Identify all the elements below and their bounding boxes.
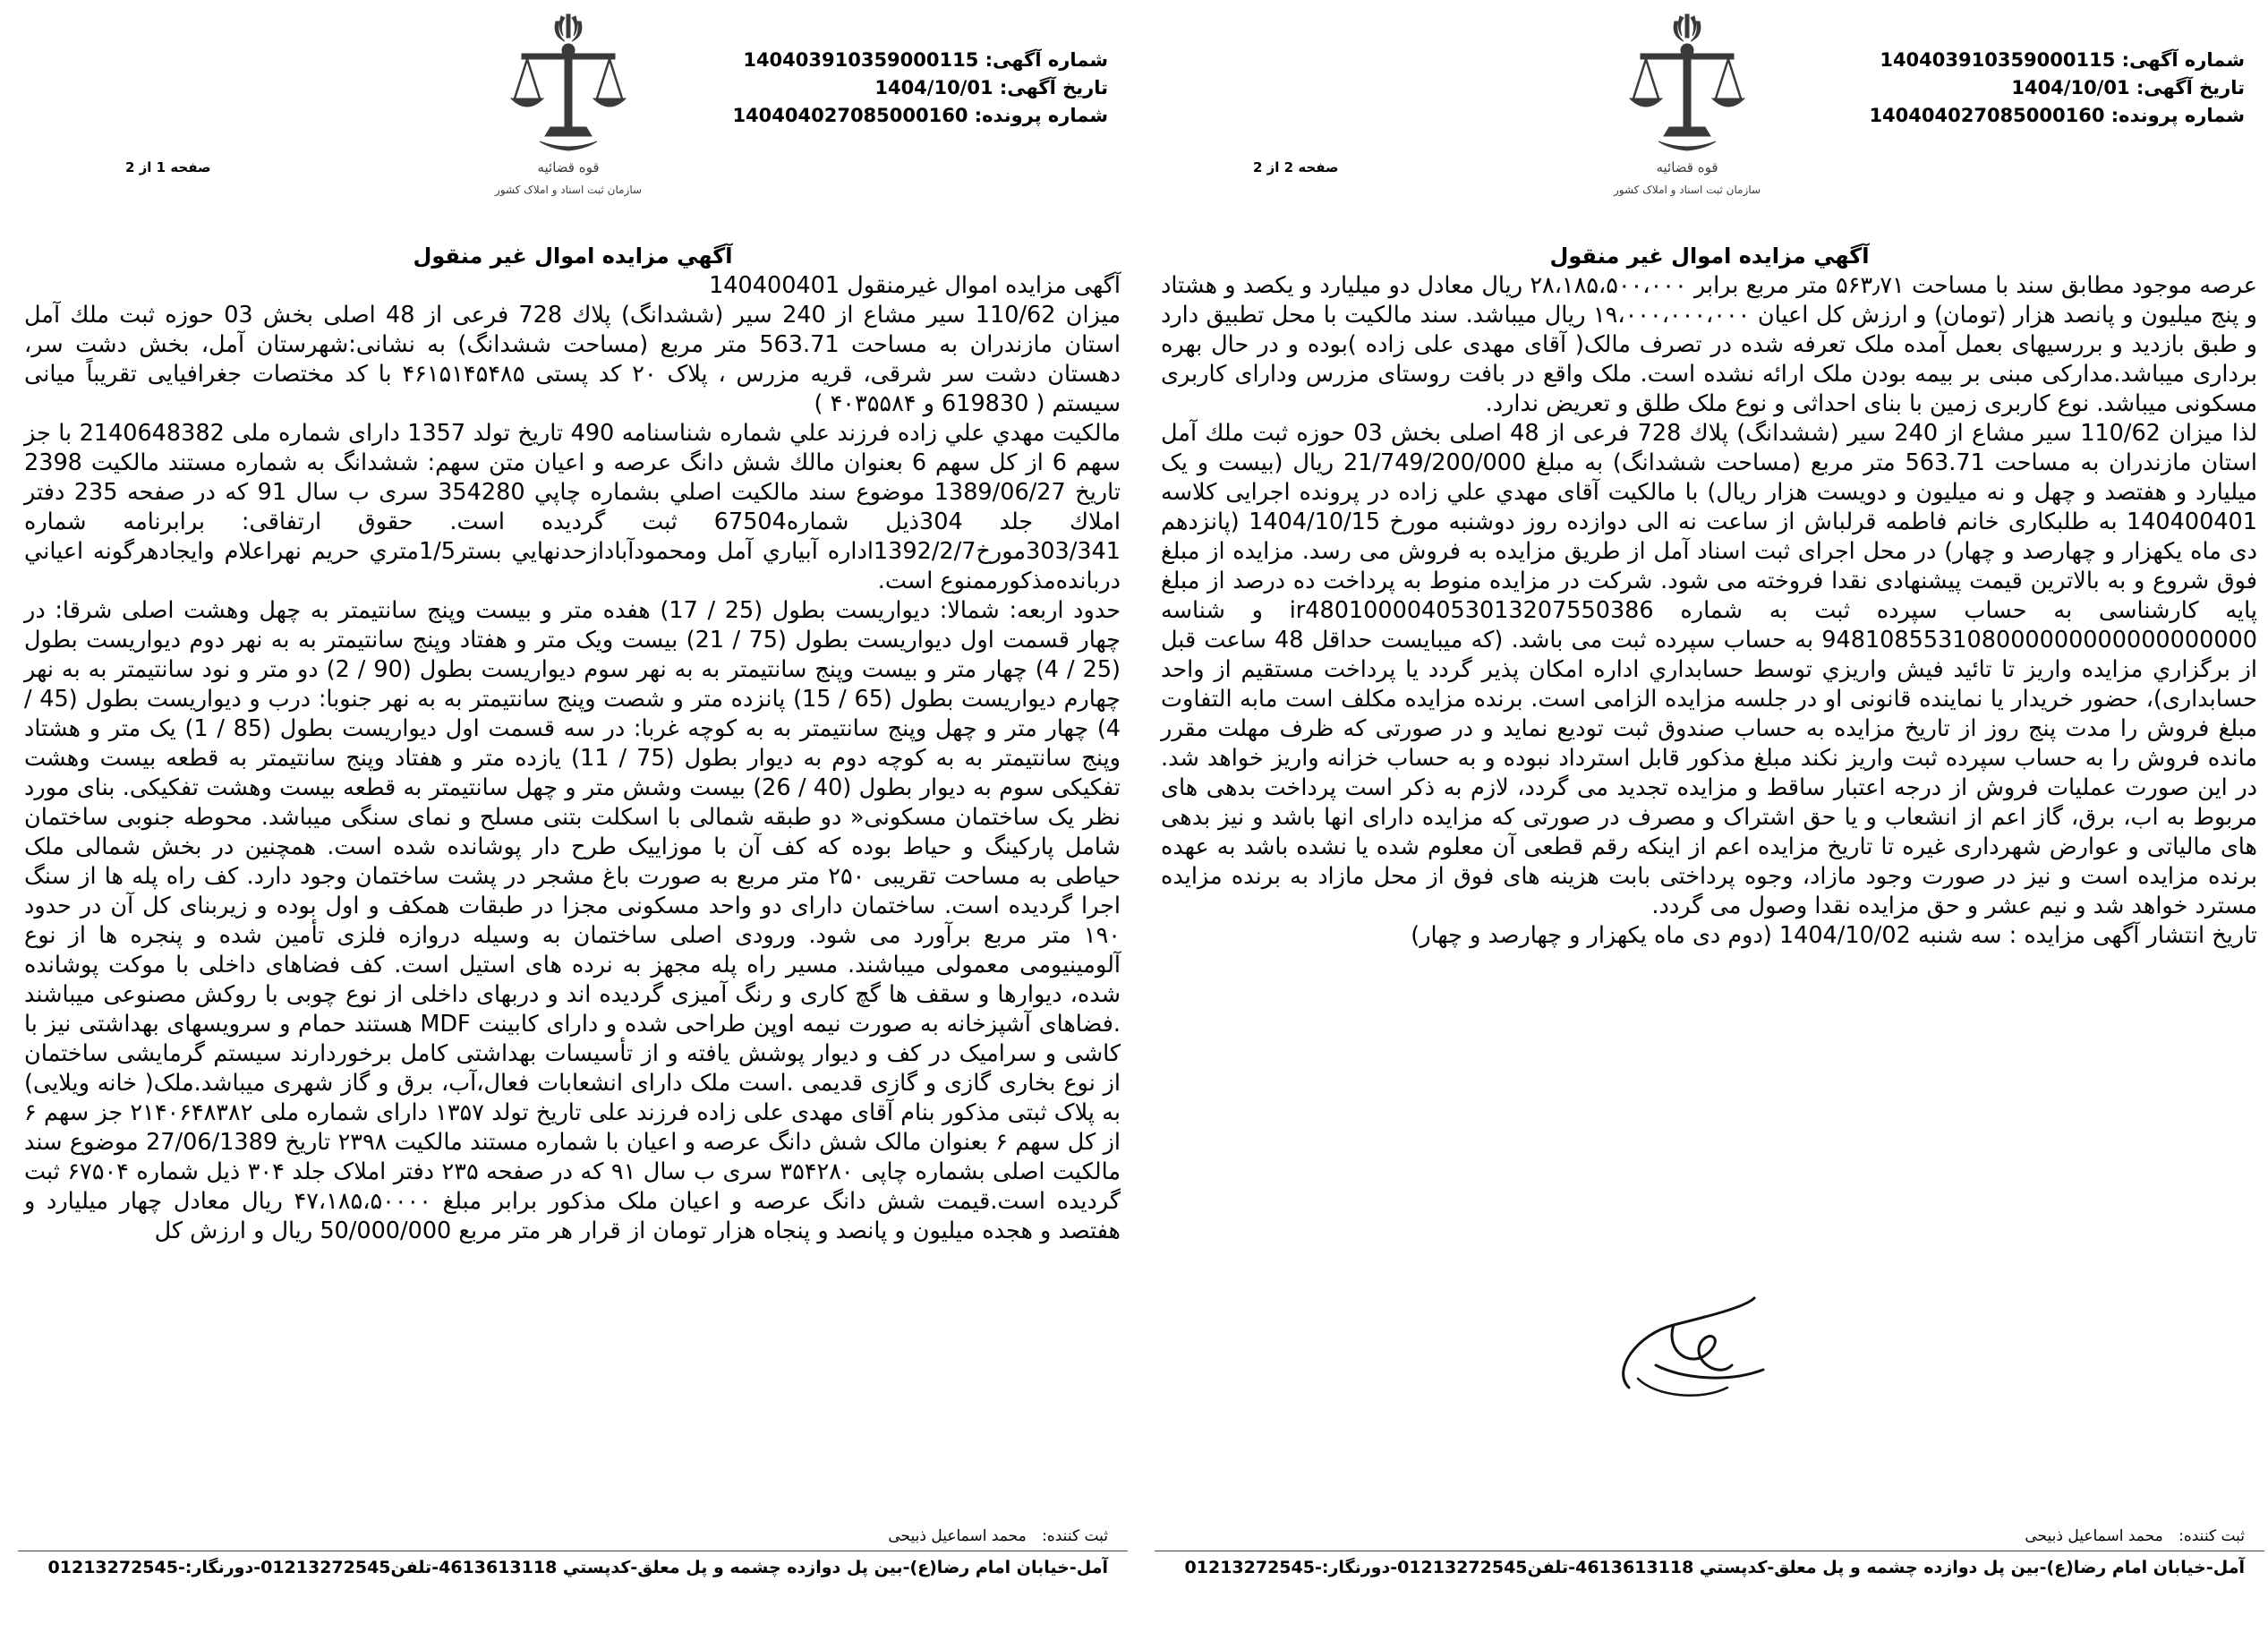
notice-paragraph: مالكيت مهدي علي زاده فرزند علي شماره شناسنامه 490 تاريخ تولد 1357 دارای شماره ملی 2140648382 با جز سهم 6 از كل سهم 6 بعنوان مالك شش دانگ عرصه و اعيان متن سهم: ششدانگ به شماره مستند مالكيت 2398 تاريخ 1389/06/27 موضوع سند مالكيت اصلي بشماره چاپي 354280 سری ب سال 91 كه در صفحه 235 دفتر املاك جلد 304ذيل شماره67504 ثبت گرديده است. حقوق ارتفاقی: برابرنامه شماره 303/341مورخ1392/2/7اداره آبياري آمل ومحمودآبادازحدنهايي بستر1/5متري حريم نهراعلام وايجادهرگونه اعياني دربانده‌مذكورممنوع است. [24,420,1121,594]
ad-date: تاریخ آگهی: 1404/10/01 [2011,77,2245,98]
registrar-line [2014,1527,2245,1545]
judiciary-emblem-logo [494,9,643,201]
notice-title: آگهي مزايده اموال غير منقول [413,244,733,269]
office-address-footer: آمل-خیابان امام رضا(ع)-بین پل دوازده چشمه و پل معلق-کدپستي 4613613118-تلفن01213272545-دورنگار:-01213272545 [47,1558,1108,1577]
notice-page-2 [1155,0,2264,1632]
ad-number: شماره آگهی: 140403910359000115 [743,49,1108,71]
svg-text:قوه قضائیه: قوه قضائیه [537,159,600,175]
svg-text:قوه قضائیه: قوه قضائیه [1656,159,1718,175]
notice-header-meta [732,47,1108,130]
notice-body [1161,271,2257,951]
notice-paragraph: ميزان 110/62 سير مشاع از 240 سير (ششدانگ) پلاك 728 فرعی از 48 اصلی بخش 03 حوزه ثبت ملك آمل استان مازندران به مساحت 563.71 متر مربع (مساحت ششدانگ) به نشانی:شهرستان آمل، بخش دشت سر، دهستان دشت سر شرقی، قریه مزرس ، پلاک ۲۰ کد پستی ۴۶۱۵۱۴۵۴۸۵ با کد مختصات جغرافیایی تقریباً میانی سیستم ( 619830 و ۴۰۳۵۵۸۴ ) [24,302,1121,417]
notice-body [24,271,1121,1246]
notice-paragraph: آگهی مزايده اموال غيرمنقول 140400401 [709,272,1121,299]
notice-paragraph: عرصه موجود مطابق سند با مساحت ۵۶۳٫۷۱ متر مربع برابر ۲۸،۱۸۵،۵۰۰،۰۰۰ ریال معادل دو میلیارد و یکصد و هشتاد و پنج میلیون و پانصد هزار (تومان) و ارزش کل اعیان ۱۹،۰۰۰،۰۰۰،۰۰۰ ریال میباشد. سند مالکیت با محل تطبیق دارد و طبق بازدید و بررسیهای بعمل آمده ملک تعرفه شده در تصرف مالک( آقای مهدی علی زاده )بوده و در حال بهره برداری میباشد.مدارکی مبنی بر بیمه بودن ملک ارائه نشده است. ملک واقع در بافت روستای مزرس ودارای کاربری مسکونی میباشد. نوع کاربری زمین با بنای احداثی و نوع ملک طلق و تعریض ندارد. [1161,272,2258,417]
registrar-name: محمد اسماعیل ذبیحی [2025,1527,2163,1545]
ad-date: تاریخ آگهی: 1404/10/01 [874,77,1108,98]
ad-number: شماره آگهی: 140403910359000115 [1880,49,2245,71]
judiciary-emblem-logo [1613,9,1761,201]
notice-paragraph: لذا ميزان 110/62 سير مشاع از 240 سير (ششدانگ) پلاك 728 فرعی از 48 اصلی بخش 03 حوزه ثبت ملك آمل استان مازندران به مساحت 563.71 متر مربع (مساحت ششدانگ) به مبلغ 21/749/200/000 ريال (بيست و يک ميليارد و هفتصد و چهل و نه ميليون و دويست هزار ريال) با مالكيت آقای مهدي علي زاده در پرونده اجرايی كلاسه 140400401 به طلبكاری خانم فاطمه قرلباش از ساعت نه الی دوازده روز دوشنبه مورخ 1404/10/15 (پانزدهم دی ماه يكهزار و چهارصد و چهار) در محل اجرای ثبت اسناد آمل از طريق مزايده به فروش می رسد. مزايده از مبلغ فوق شروع و به بالاترين قيمت پيشنهادی نقدا فروخته می شود. شركت در مزايده منوط به پرداخت ده درصد از مبلغ پايه كارشناسی به حساب سپرده ثبت به شماره ir480100004053013207550386 و شناسه 948108553108000000000000000000 به حساب سپرده ثبت می باشد. (كه میبايست حداقل 48 ساعت قبل از برگزاري مزايده واريز تا تائيد فيش واريزي توسط حسابداري اداره امكان پذير گردد يا پرداخت مستقيم از واحد حسابداری)، حضور خريدار يا نماينده قانونی او در جلسه مزايده الزامی است. برنده مزايده مكلف است مابه التفاوت مبلغ فروش را مدت پنج روز از تاريخ مزايده به حساب صندوق ثبت توديع نمايد و در صورتی كه ظرف مهلت مقرر مانده فروش را به حساب سپرده ثبت واريز نكند مبلغ مذكور قابل استرداد نبوده و به حساب خزانه واريز خواهد شد. در اين صورت عمليات فروش از درجه اعتبار ساقط و مزايده تجديد می گردد، لازم به ذكر است پرداخت بدهی های مربوط به اب، برق، گاز اعم از انشعاب و يا حق اشتراک و مصرف در صورتی كه مزايده دارای انها باشد و نيز بدهی های مالياتی و عوارض شهرداری غيره تا تاريخ مزايده اعم از اينكه رقم قطعی آن معلوم شده يا نشده باشد به عهده برنده مزايده است و نيز در صورت وجود مازاد، وجوه پرداختی بابت هزينه های فوق از محل مازاد به برنده مزايده مسترد خواهد شد و نيم عشر و حق مزايده نقدا وصول می گردد. [1161,420,2258,919]
office-address-footer: آمل-خیابان امام رضا(ع)-بین پل دوازده چشمه و پل معلق-کدپستي 4613613118-تلفن01213272545-دورنگار:-01213272545 [1184,1558,2245,1577]
case-number: شماره پرونده: 140404027085000160 [732,105,1108,126]
registrar-label: ثبت کننده: [2178,1527,2245,1545]
handwritten-signature [1575,1280,1808,1414]
svg-text:سازمان ثبت اسناد و املاک کشور: سازمان ثبت اسناد و املاک کشور [494,184,643,196]
notice-page-1 [18,0,1128,1632]
page-number-label: صفحه 1 از 2 [125,159,211,175]
registrar-label: ثبت کننده: [1042,1527,1108,1545]
notice-paragraph: حدود اربعه: شمالا: دیواریست بطول (25 / 17) هفده متر و بیست وپنج سانتیمتر به چهل وهشت اصلی شرقا: در چهار قسمت اول دیواریست بطول (75 / 21) بیست ویک متر و هفتاد وپنج سانتیمتر به به نهر دوم دیواریست بطول (25 / 4) چهار متر و بیست وپنج سانتیمتر به به نهر سوم دیواریست بطول (90 / 2) دو متر و نود سانتیمتر به به نهر چهارم دیواریست بطول (65 / 15) پانزده متر و شصت وپنج سانتیمتر به به نهر جنوبا: درب و دیواریست بطول (45 / 4) چهار متر و چهل وپنج سانتیمتر به به کوچه غربا: در سه قسمت اول دیواریست بطول (85 / 1) یک متر و هشتاد وپنج سانتیمتر به به کوچه دوم به دیوار بطول (75 / 11) یازده متر و هفتاد وپنج سانتیمتر به قطعه بیست وهشت تفکیکی سوم به دیوار بطول (40 / 26) بیست وشش متر و چهل سانتیمتر به قطعه بیست وهشت تفکیکی. بنای مورد نظر یک ساختمان مسکونی« دو طبقه شمالی با اسکلت بتنی مسلح و نمای سنگی میباشد. محوطه جنوبی ساختمان شامل پارکینگ و حیاط بوده که کف آن با موزاییک طرح دار پوشانده شده است. همچنین در بخش شمالی ملک حیاطی به مساحت تقریبی ۲۵۰ متر مربع به صورت باغ مشجر در پشت ساختمان وجود دارد. کف راه پله ها از سنگ اجرا گردیده است. ساختمان دارای دو واحد مسکونی مجزا در طبقات همکف و اول بوده و زیربنای کل آن در حدود ۱۹۰ متر مربع برآورد می شود. ورودی اصلی ساختمان به وسیله دروازه فلزی تأمین شده و پنجره ها از نوع آلومینیومی معمولی میباشند. مسیر راه پله مجهز به نرده های استیل است. کف فضاهای داخلی با موکت پوشانده شده، دیوارها و سقف ها گچ کاری و رنگ آمیزی گردیده اند و دربهای داخلی از نوع چوبی با روکش مصنوعی میباشند .فضاهای آشپزخانه به صورت نیمه اوپن طراحی شده و دارای کابینت MDF هستند حمام و سرویسهای بهداشتی نیز با کاشی و سرامیک در کف و دیوار پوشش یافته و از تأسیسات بهداشتی کامل برخوردارند سیستم گرمایشی ساختمان از نوع بخاری گازی و گازی قدیمی .است ملک دارای انشعابات فعال،آب، برق و گاز شهری میباشد.ملک( خانه ویلایی) به پلاک ثبتی مذکور بنام آقای مهدی علی زاده فرزند علی تاریخ تولد ۱۳۵۷ دارای شماره ملی ۲۱۴۰۶۴۸۳۸۲ جز سهم ۶ از کل سهم ۶ بعنوان مالک شش دانگ عرصه و اعیان با شماره مستند مالکیت ۲۳۹۸ تاریخ 27/06/1389 موضوع سند مالکیت اصلی بشماره چاپی ۳۵۴۲۸۰ سری ب سال ۹۱ که در صفحه ۲۳۵ دفتر املاک جلد ۳۰۴ ذیل شماره ۶۷۵۰۴ ثبت گردیده است.قیمت شش دانگ عرصه و اعیان ملک مذکور برابر مبلغ ۴۷،۱۸۵،۵۰۰۰۰ ریال معادل چهار میلیارد و هفتصد و هجده میلیون و پانصد و پنجاه هزار تومان از قرار هر متر مربع 50/000/000 ریال و ارزش کل [24,597,1121,1244]
case-number: شماره پرونده: 140404027085000160 [1869,105,2245,126]
notice-header-meta [1869,47,2245,130]
notice-title: آگهي مزايده اموال غير منقول [1549,244,1870,269]
registrar-line [877,1527,1108,1545]
svg-text:سازمان ثبت اسناد و املاک کشور: سازمان ثبت اسناد و املاک کشور [1613,184,1761,196]
page-number-label: صفحه 2 از 2 [1253,159,1339,175]
notice-paragraph: تاريخ انتشار آگهی مزايده : سه شنبه 1404/10/02 (دوم دی ماه يكهزار و چهارصد و چهار) [1411,922,2257,949]
registrar-name: محمد اسماعیل ذبیحی [888,1527,1027,1545]
